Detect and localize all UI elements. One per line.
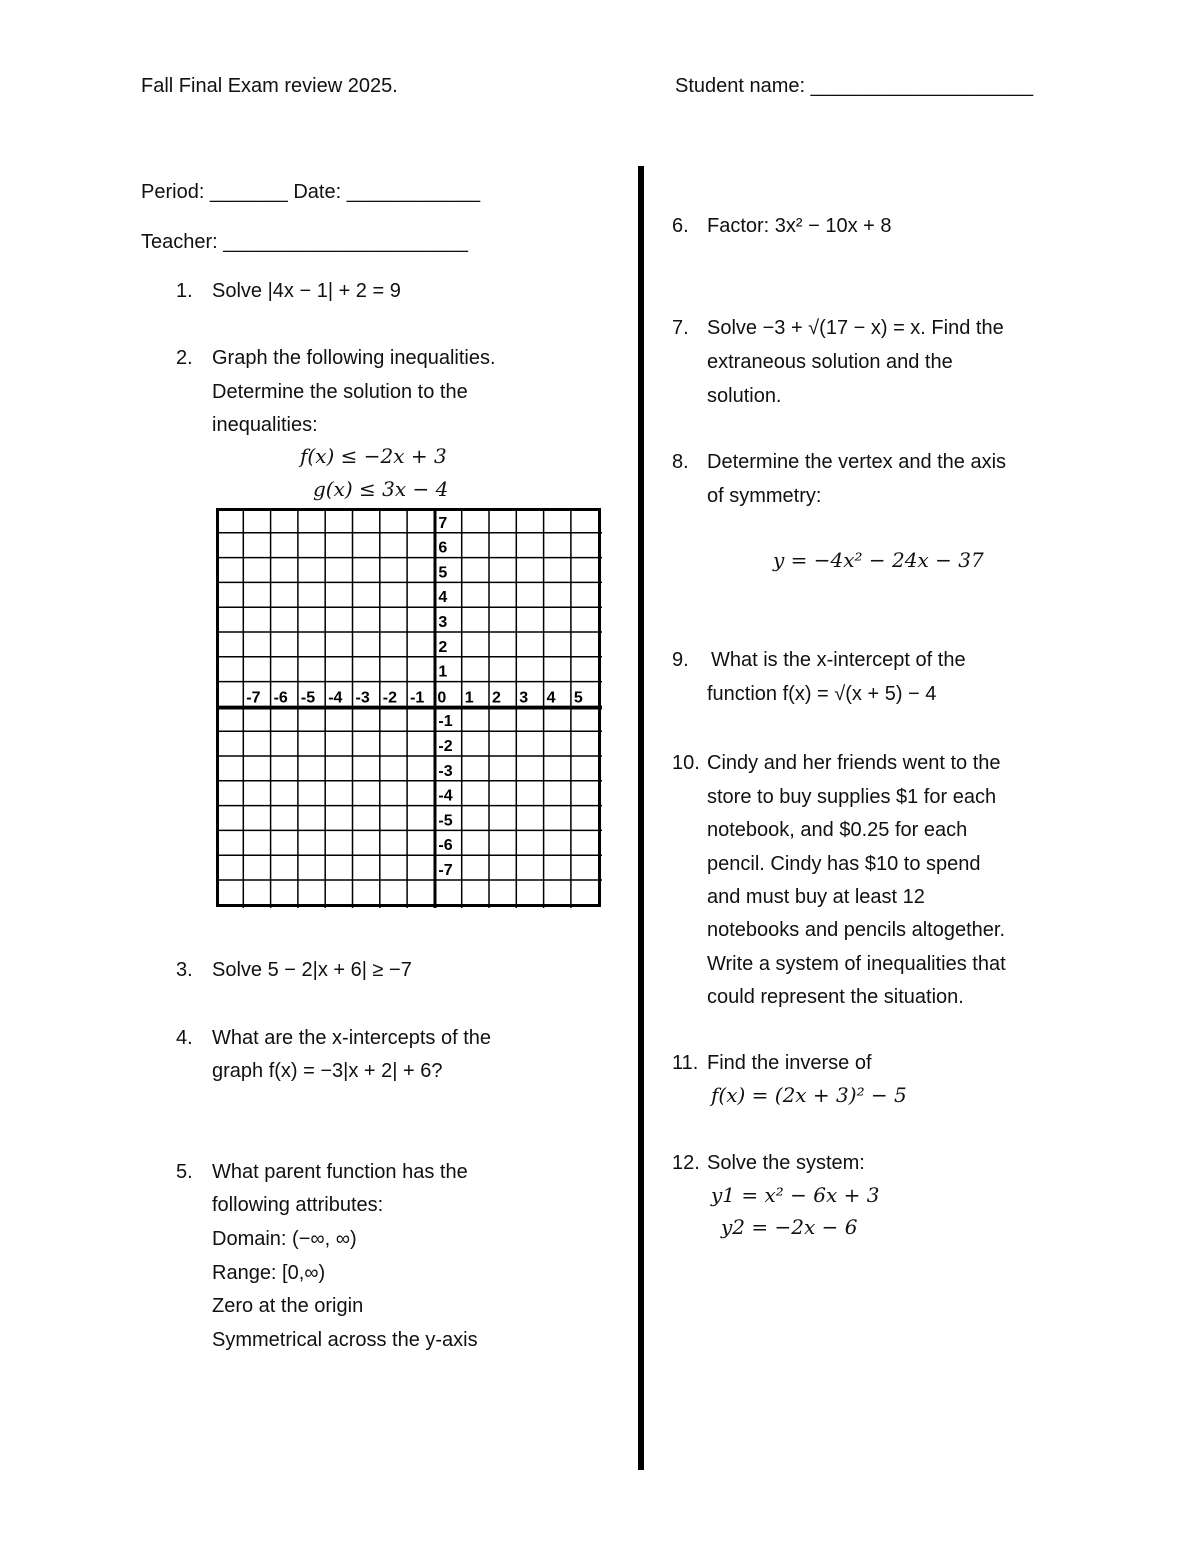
q12-line1: Solve the system: [707,1152,865,1174]
q6-text: Factor: 3x² − 10x + 8 [707,215,892,237]
y-axis-tick-label: 1 [438,663,448,681]
y-axis-tick-label: -1 [438,713,453,731]
y-axis-tick-label: -2 [438,738,453,755]
q11-line1: Find the inverse of [707,1052,872,1074]
x-axis-tick-label: -5 [300,689,316,707]
q10-line: notebook, and $0.25 for each [707,819,968,841]
q7-line3: solution. [707,385,782,407]
q5-symmetry: Symmetrical across the y-axis [212,1329,478,1351]
y-axis-tick-label: 4 [438,589,448,607]
q11-equation: f(x) = (2x + 3)² − 5 [711,1083,907,1107]
q7-line2: extraneous solution and the [707,351,953,373]
q9-line1: What is the x-intercept of the [711,649,966,671]
q1-text: Solve |4x − 1| + 2 = 9 [212,280,401,302]
q3-text: Solve 5 − 2|x + 6| ≥ −7 [212,959,412,981]
document-title: Fall Final Exam review 2025. [141,75,398,97]
y-axis-tick-label: 7 [438,514,448,532]
column-divider [638,166,644,1470]
x-axis-tick-label: -7 [246,689,261,707]
q4-line2: graph f(x) = −3|x + 2| + 6? [212,1060,443,1082]
q10-line: pencil. Cindy has $10 to spend [707,853,981,875]
q5-domain: Domain: (−∞, ∞) [212,1228,357,1250]
x-axis-tick-label: -3 [355,689,370,707]
x-axis-tick-label: -1 [410,689,425,707]
x-axis-tick-label: 5 [573,689,583,707]
q1-number: 1. [176,280,193,302]
student-name-field: Student name: ____________________ [675,75,1034,97]
q5-number: 5. [176,1161,193,1183]
q6-number: 6. [672,215,689,237]
q8-line1: Determine the vertex and the axis [707,451,1007,473]
x-axis-tick-label: 0 [437,689,447,707]
q2-number: 2. [176,347,193,369]
teacher-field: Teacher: ______________________ [141,231,468,253]
q2-inequality-f: f(x) ≤ −2x + 3 [300,444,447,468]
q10-line: and must buy at least 12 [707,886,925,908]
y-axis-tick-label: 2 [438,638,448,656]
q10-line: store to buy supplies $1 for each [707,786,997,808]
y-axis-tick-label: 3 [438,614,448,631]
q8-line2: of symmetry: [707,485,822,507]
q10-line: could represent the situation. [707,986,964,1008]
q8-equation: y = −4x² − 24x − 37 [773,548,984,572]
q2-line1: Graph the following inequalities. [212,347,496,369]
q2-inequality-g: g(x) ≤ 3x − 4 [313,477,449,501]
q5-line2: following attributes: [212,1194,384,1216]
q2-line2: Determine the solution to the [212,381,468,403]
x-axis-tick-label: 2 [492,689,501,707]
x-axis-tick-label: 4 [546,689,556,707]
q5-zero: Zero at the origin [212,1295,364,1317]
q4-line1: What are the x-intercepts of the [212,1027,492,1049]
q9-line2: function f(x) = √(x + 5) − 4 [707,683,937,705]
y-axis-tick-label: 5 [438,564,448,582]
y-axis-tick-label: -3 [438,762,453,780]
q3-number: 3. [176,959,193,981]
q12-number: 12. [672,1152,700,1174]
q12-equation-y1: y1 = x² − 6x + 3 [711,1183,880,1207]
period-date-field: Period: _______ Date: ____________ [141,181,481,203]
y-axis-tick-label: 6 [438,539,448,557]
q7-line1: Solve −3 + √(17 − x) = x. Find the [707,317,1004,339]
q7-number: 7. [672,317,689,339]
x-axis-tick-label: -6 [273,689,288,707]
coordinate-grid [216,508,602,908]
x-axis-tick-label: -2 [382,689,398,707]
q10-number: 10. [672,752,700,774]
q12-equation-y2: y2 = −2x − 6 [721,1215,858,1239]
q8-number: 8. [672,451,689,473]
x-axis-tick-label: -4 [328,689,343,707]
q10-line: notebooks and pencils altogether. [707,919,1005,941]
y-axis-tick-label: -4 [438,787,453,805]
q11-number: 11. [672,1052,699,1074]
y-axis-tick-label: -7 [438,862,453,879]
q5-line1: What parent function has the [212,1161,468,1183]
q10-line: Cindy and her friends went to the [707,752,1001,774]
q10-line: Write a system of inequalities that [707,953,1006,975]
x-axis-tick-label: 1 [464,689,474,707]
q2-line3: inequalities: [212,414,318,436]
q4-number: 4. [176,1027,193,1049]
y-axis-tick-label: -5 [438,812,453,830]
y-axis-tick-label: -6 [438,837,453,855]
q9-number: 9. [672,649,689,671]
x-axis-tick-label: 3 [519,689,529,707]
q5-range: Range: [0,∞) [212,1262,326,1284]
